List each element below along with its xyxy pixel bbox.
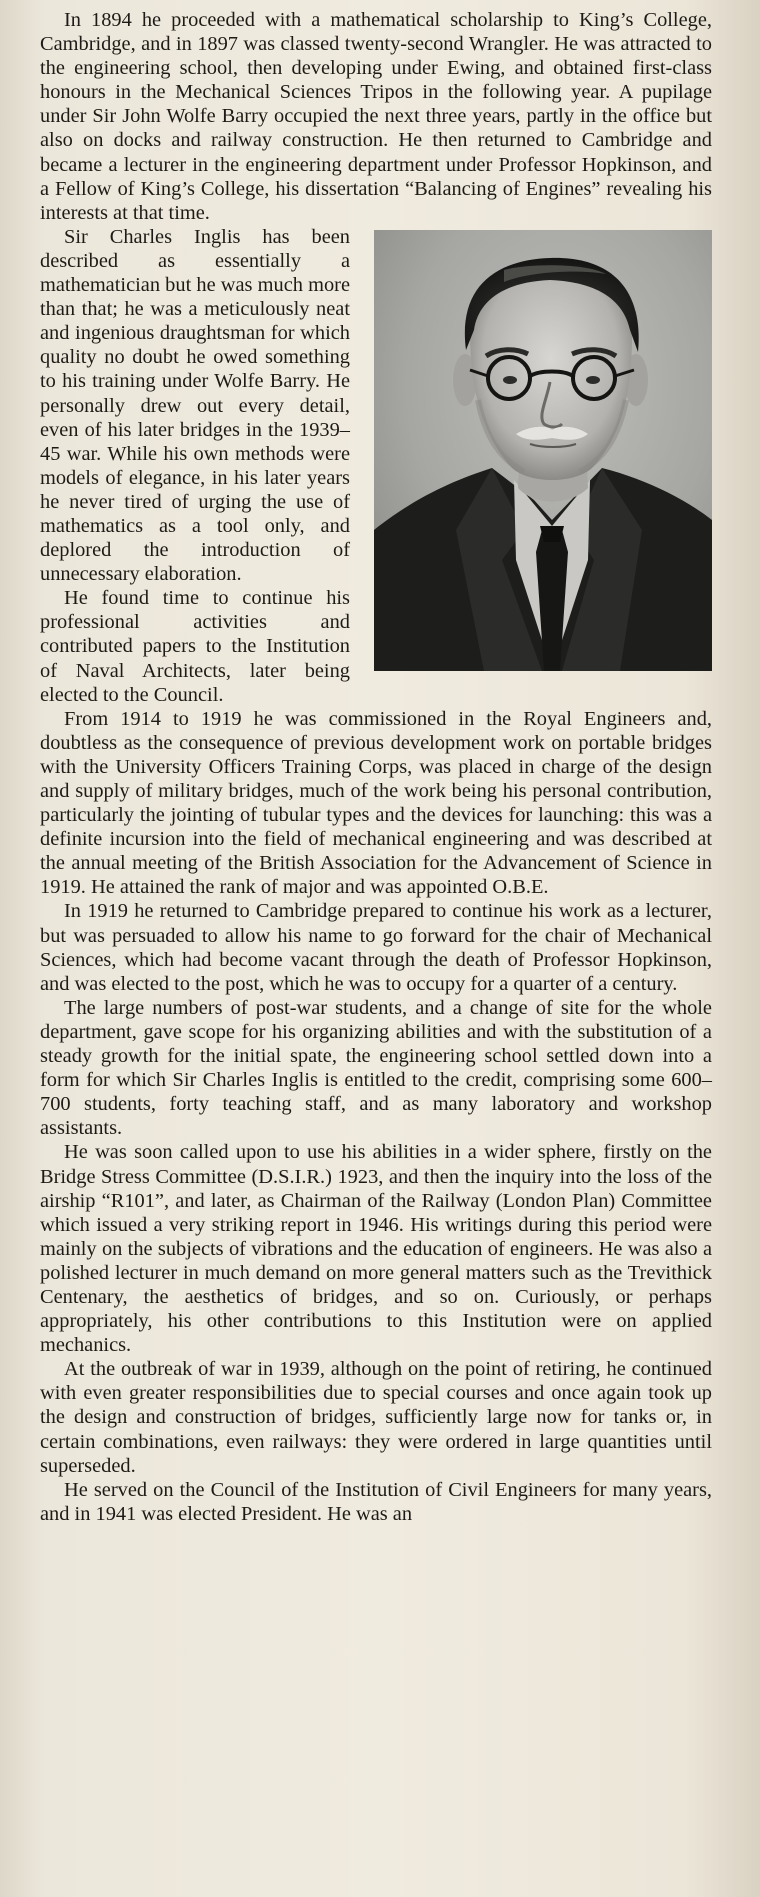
paragraph: In 1894 he proceeded with a mathematical scholarship to King’s College, Cambridge, and in 1897 was classed twenty-second Wrangler. He was attracted to the engineering school, then developing under Ewing, and obtained first-class honours in the Mechanical Sciences Tripos in the following year. A pupilage under Sir John Wolfe Barry occupied the next three years, partly in the office but also on docks and railway construction. He then returned to Cambridge and became a lecturer in the engineering department under Professor Hopkinson, and a Fellow of King’s College, his dissertation “Balancing of Engines” revealing his interests at that time. — [40, 9, 712, 224]
paragraph: In 1919 he returned to Cambridge prepared to continue his work as a lecturer, but was persuaded to allow his name to go forward for the chair of Mechanical Sciences, which had become vacant through the death of Professor Hopkinson, and was elected to the post, which he was to occupy for a quarter of a century. — [40, 900, 712, 995]
paragraph: At the outbreak of war in 1939, although on the point of retiring, he continued with even greater responsibilities due to special courses and once again took up the design and construction of bridges, sufficiently large now for tanks or, in certain combinations, even railways: they were ordered in large quantities until superseded. — [40, 1358, 712, 1477]
paragraph: He served on the Council of the Institution of Civil Engineers for many years, and in 1941 was elected President. He was an — [40, 1478, 712, 1525]
portrait-photo — [374, 230, 712, 671]
paragraph: He found time to continue his professional activities and contributed papers to the Institution of Naval Architects, later being elected to the Council. — [40, 587, 350, 706]
paragraph: Sir Charles Inglis has been described as essentially a mathematician but he was much more than that; he was a meticulously neat and ingenious draughtsman for which quality no doubt he owed something to his training under Wolfe Barry. He personally drew out every detail, even of his later bridges in the 1939–45 war. While his own methods were models of elegance, in his later years he never tired of urging the use of mathematics as a tool only, and deplored the introduction of unnecessary elaboration. — [40, 225, 350, 586]
paragraph: He was soon called upon to use his abilities in a wider sphere, firstly on the Bridge Stress Committee (D.S.I.R.) 1923, and then the inquiry into the loss of the airship “R101”, and later, as Chairman of the Railway (London Plan) Committee which issued a very striking report in 1946. His writings during this period were mainly on the subjects of vibrations and the education of engineers. He was also a polished lecturer in much demand on more general matters such as the Trevithick Centenary, the aesthetics of bridges, and so on. Curiously, or perhaps appropriately, his other contributions to this Institution were on applied mechanics. — [40, 1141, 712, 1357]
paragraph: From 1914 to 1919 he was commissioned in the Royal Engineers and, doubtless as the consequence of previous development work on portable bridges with the University Officers Training Corps, was placed in charge of the design and supply of military bridges, much of the work being his personal contribution, particularly the jointing of tubular types and the devices for launching: this was a definite incursion into the field of mechanical engineering and was described at the annual meeting of the British Association for the Advancement of Science in 1919. He attained the rank of major and was appointed O.B.E. — [40, 707, 712, 899]
article-body — [40, 8, 712, 1526]
paragraph: The large numbers of post-war students, and a change of site for the whole department, gave scope for his organizing abilities and with the substitution of a steady growth for the initial spate, the engineering school settled down into a form for which Sir Charles Inglis is entitled to the credit, comprising some 600–700 students, forty teaching staff, and as many laboratory and workshop assistants. — [40, 996, 712, 1140]
